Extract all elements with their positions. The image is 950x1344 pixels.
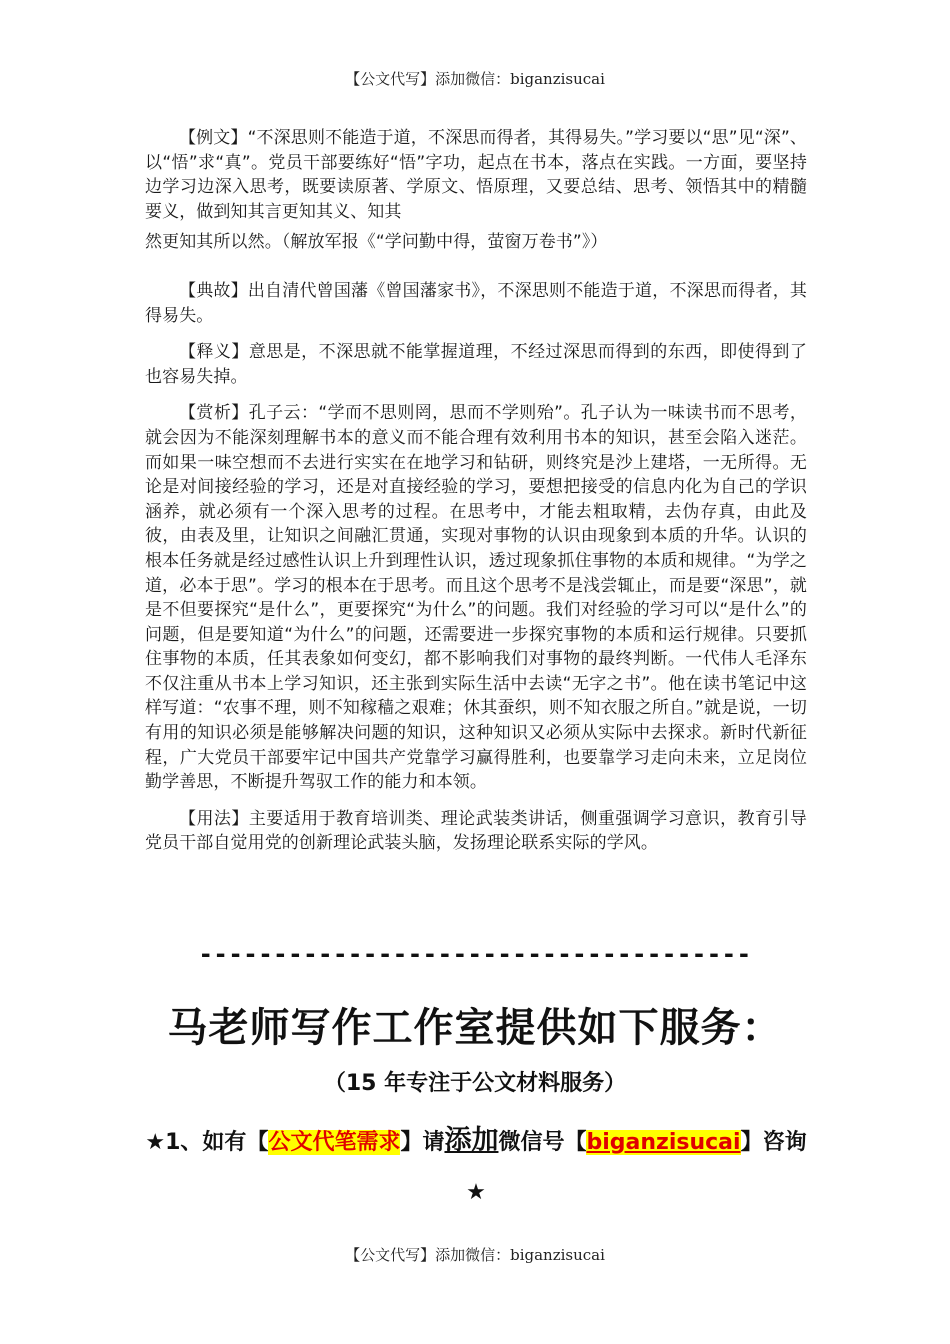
analysis-paragraph: 【赏析】孔子云：“学而不思则罔，思而不学则殆”。孔子认为一味读书而不思考，就会因为不能深刻理解书本的意义而不能合理有效利用书本的知识，甚至会陷入迷茫。而如果一味空想而不去进行实实在在地学习和钻研，则终究是沙上建塔，一无所得。无论是对间接经验的学习，还是对直接经验的学习，要想把接受的信息内化为自己的学识涵养，就必须有一个深入思考的过程。在思考中，才能去粗取精，去伪存真，由此及彼，由表及里，让知识之间融汇贯通，实现对事物的认识由现象到本质的升华。认识的根本任务就是经过感性认识上升到理性认识，透过现象抓住事物的本质和规律。“为学之道，必本于思”。学习的根本在于思考。而且这个思考不是浅尝辄止，而是要“深思”，就是不但要探究“是什么”，更要探究“为什么”的问题。我们对经验的学习可以“是什么”的问题，但是要知道“为什么”的问题，还需要进一步探究事物的本质和运行规律。只要抓住事物的本质，任其表象如何变幻，都不影响我们对事物的最终判断。一代伟人毛泽东不仅注重从书本上学习知识，还主张到实际生活中去读“无字之书”。他在读书笔记中这样写道：“农事不理，则不知稼穑之艰难；休其蚕织，则不知衣服之所自。”就是说，一切有用的知识必须是能够解决问题的知识，这种知识又必须从实际中去探求。新时代新征程，广大党员干部要牢记中国共产党靠学习赢得胜利，也要靠学习走向未来，立足岗位勤学善思，不断提升驾驭工作的能力和本领。: [145, 403, 807, 793]
page-footer: 【公文代写】添加微信：biganzisucai: [345, 1246, 605, 1264]
service-highlight: 公文代笔需求: [268, 1130, 401, 1155]
article-body: [145, 126, 807, 856]
wechat-id: biganzisucai: [586, 1130, 741, 1155]
studio-title: 马老师写作工作室提供如下服务：: [167, 1005, 783, 1051]
contact-mid2: 微信号【: [498, 1130, 587, 1155]
usage-paragraph: 【用法】主要适用于教育培训类、理论武装类讲话，侧重强调学习意识，教育引导党员干部自觉用党的创新理论武装头脑，发扬理论联系实际的学风。: [145, 808, 807, 854]
example-text: 【例文】“不深思则不能造于道，不深思而得者，其得易失。”学习要以“思”见“深”、以“悟”求“真”。党员干部要练好“悟”字功，起点在书本，落点在实践。一方面，要坚持边学习边深入思考，既要读原著、学原文、悟原理，又要总结、思考、领悟其中的精髓要义，做到知其言更知其义、知其: [145, 128, 807, 222]
contact-line: [145, 1116, 807, 1218]
contact-suffix: 】咨询★: [466, 1130, 807, 1205]
contact-mid1: 】请: [400, 1130, 445, 1155]
add-emphasis: 添加: [444, 1125, 499, 1156]
example-paragraph: [145, 126, 807, 255]
dashed-divider: -------------------------------------: [198, 940, 752, 968]
page-header: 【公文代写】添加微信：biganzisucai: [345, 70, 605, 88]
studio-subtitle: （15 年专注于公文材料服务）: [323, 1071, 627, 1096]
meaning-paragraph: 【释义】意思是，不深思就不能掌握道理，不经过深思而得到的东西，即使得到了也容易失掉。: [145, 342, 807, 387]
example-source: 然更知其所以然。（解放军报《“学问勤中得，萤窗万卷书”》）: [145, 232, 608, 253]
allusion-paragraph: 【典故】出自清代曾国藩《曾国藩家书》，不深思则不能造于道，不深思而得者，其得易失。: [145, 280, 807, 326]
contact-prefix: ★1、如有【: [145, 1130, 269, 1155]
